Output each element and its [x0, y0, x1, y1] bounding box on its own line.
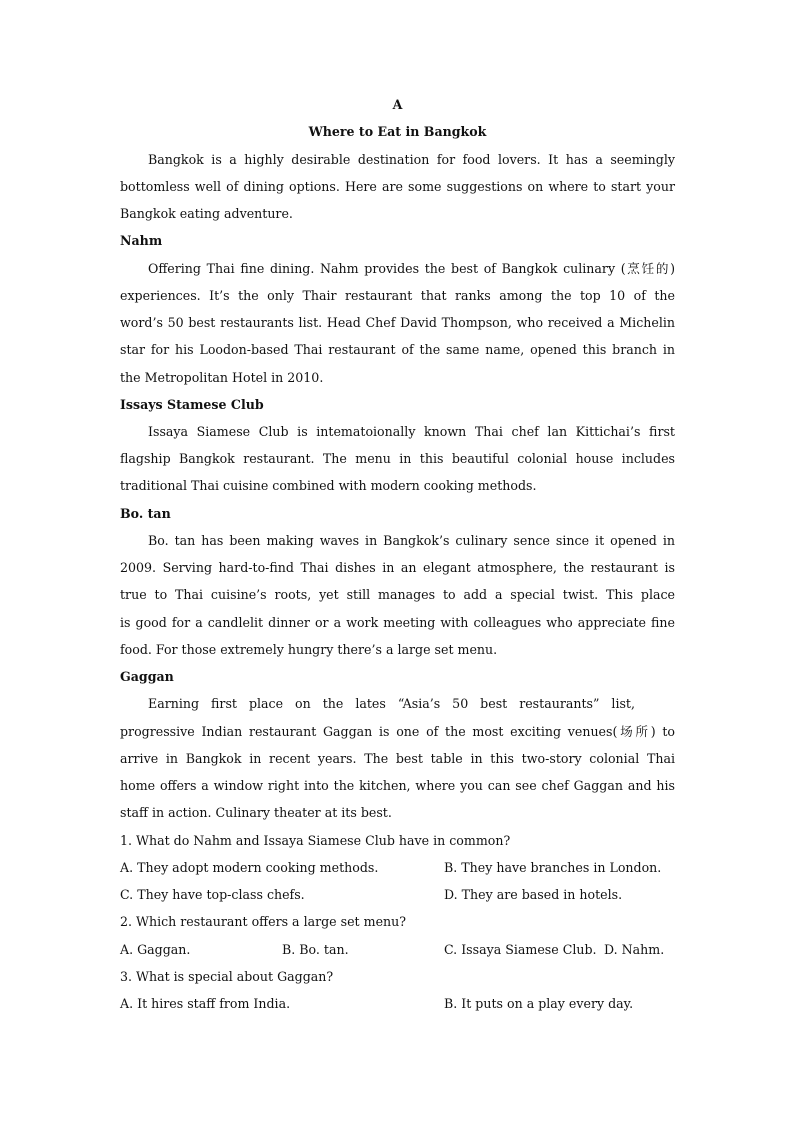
section-heading-nahm: Nahm — [120, 233, 163, 248]
paragraph-line: word’s 50 best restaurants list. Head Chef David Thompson, who received a Michelin — [120, 315, 675, 330]
answer-option[interactable]: A. Gaggan. — [120, 942, 191, 957]
paragraph-line: Offering Thai fine dining. Nahm provides the best of Bangkok culinary (烹饪的) — [148, 261, 675, 276]
paragraph-line: food. For those extremely hungry there’s a large set menu. — [120, 642, 498, 657]
question-stem: 3. What is special about Gaggan? — [120, 969, 334, 984]
answer-option[interactable]: A. It hires staff from India. — [120, 996, 291, 1011]
answer-option[interactable]: C. They have top-class chefs. — [120, 887, 305, 902]
answer-option[interactable]: D. Nahm. — [604, 942, 665, 957]
paragraph-line: experiences. It’s the only Thair restaurant that ranks among the top 10 of the — [120, 288, 675, 303]
paragraph-line: 2009. Serving hard-to-find Thai dishes in an elegant atmosphere, the restaurant is — [120, 560, 675, 575]
intro-line: Bangkok is a highly desirable destination for food lovers. It has a seemingly — [148, 152, 675, 167]
paragraph-line: the Metropolitan Hotel in 2010. — [120, 370, 324, 385]
question-stem: 1. What do Nahm and Issaya Siamese Club have in common? — [120, 833, 511, 848]
paragraph-line: Bo. tan has been making waves in Bangkok’s culinary sence since it opened in — [148, 533, 675, 548]
section-heading-issaya: Issays Stamese Club — [120, 397, 264, 412]
question-stem: 2. Which restaurant offers a large set menu? — [120, 914, 406, 929]
paragraph-line: progressive Indian restaurant Gaggan is one of the most exciting venues(场所) to — [120, 724, 675, 739]
answer-option[interactable]: B. Bo. tan. — [282, 942, 349, 957]
paragraph-line: home offers a window right into the kitchen, where you can see chef Gaggan and his — [120, 778, 675, 793]
paragraph-line: Earning first place on the lates “Asia’s 50 best restaurants” list, — [148, 696, 635, 711]
answer-option[interactable]: D. They are based in hotels. — [444, 887, 623, 902]
paragraph-line: flagship Bangkok restaurant. The menu in this beautiful colonial house includes — [120, 451, 675, 466]
passage-title: Where to Eat in Bangkok — [308, 124, 487, 139]
answer-option[interactable]: C. Issaya Siamese Club. — [444, 942, 597, 957]
intro-line: bottomless well of dining options. Here are some suggestions on where to start your — [120, 179, 675, 194]
paragraph-line: star for his Loodon-based Thai restaurant of the same name, opened this branch in — [120, 342, 675, 357]
section-heading-gaggan: Gaggan — [120, 669, 174, 684]
paragraph-line: is good for a candlelit dinner or a work meeting with colleagues who appreciate fine — [120, 615, 675, 630]
intro-line: Bangkok eating adventure. — [120, 206, 293, 221]
section-letter: A — [392, 97, 403, 112]
paragraph-line: traditional Thai cuisine combined with modern cooking methods. — [120, 478, 537, 493]
paragraph-line: Issaya Siamese Club is intematoionally known Thai chef lan Kittichai’s first — [148, 424, 675, 439]
answer-option[interactable]: A. They adopt modern cooking methods. — [120, 860, 379, 875]
answer-option[interactable]: B. It puts on a play every day. — [444, 996, 634, 1011]
answer-option[interactable]: B. They have branches in London. — [444, 860, 662, 875]
section-heading-botan: Bo. tan — [120, 506, 171, 521]
paragraph-line: staff in action. Culinary theater at its best. — [120, 805, 392, 820]
paragraph-line: arrive in Bangkok in recent years. The best table in this two-story colonial Thai — [120, 751, 675, 766]
paragraph-line: true to Thai cuisine’s roots, yet still manages to add a special twist. This place — [120, 587, 675, 602]
